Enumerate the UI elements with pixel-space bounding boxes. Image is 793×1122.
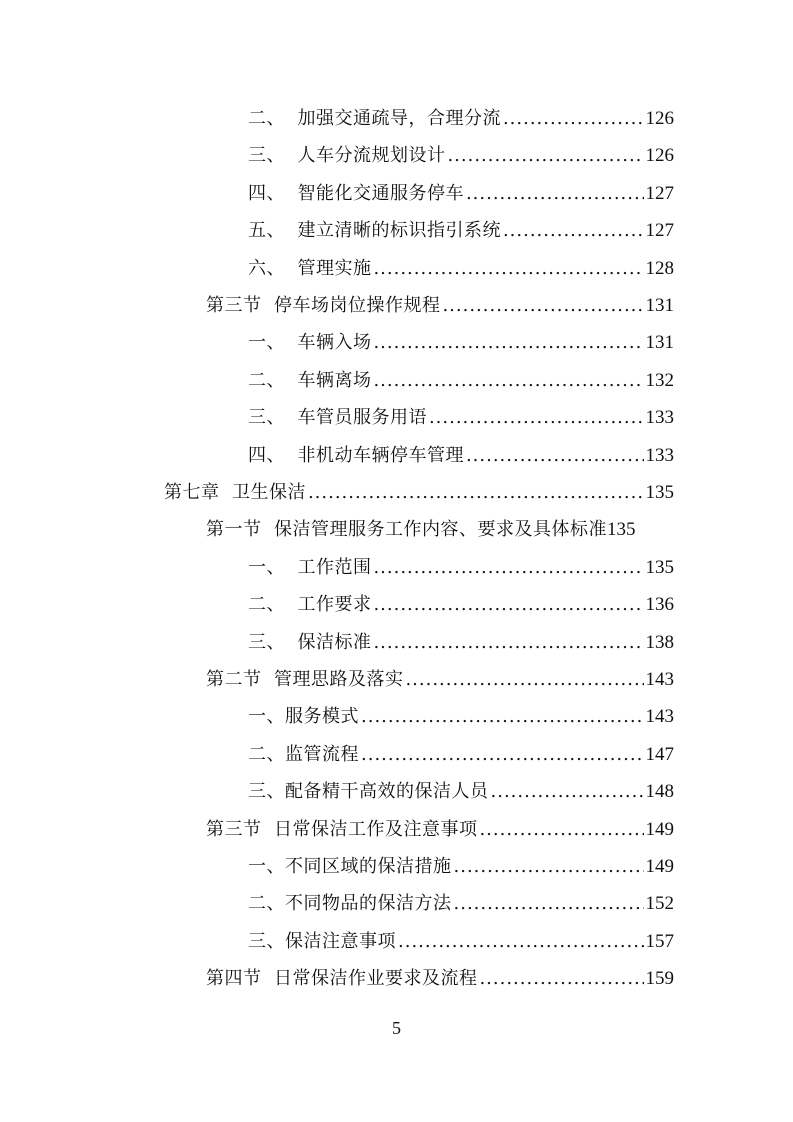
toc-entry [164, 478, 674, 508]
toc-entry [248, 216, 674, 246]
toc-entry [248, 852, 674, 882]
toc-entry-page: 157 [645, 930, 674, 952]
toc-entry-title: 第三节 日常保洁工作及注意事项 [206, 818, 478, 840]
toc-entry [248, 889, 674, 919]
toc-leader-dots [373, 328, 643, 358]
toc-entry-title: 二、 车辆离场 [248, 369, 372, 391]
toc-entry [248, 927, 674, 957]
toc-entry-page: 132 [645, 369, 674, 391]
toc-entry-page: 133 [645, 444, 674, 466]
toc-entry [248, 553, 674, 583]
toc-entry [248, 590, 674, 620]
toc-entry-title: 三、 人车分流规划设计 [248, 145, 446, 167]
toc-leader-dots [454, 889, 644, 919]
toc-entry-title: 一、服务模式 [248, 706, 359, 728]
toc-entry-title: 三、保洁注意事项 [248, 930, 396, 952]
toc-entry [248, 702, 674, 732]
toc-entry-title: 四、 智能化交通服务停车 [248, 182, 464, 204]
toc-entry-title: 二、不同物品的保洁方法 [248, 893, 452, 915]
toc-leader-dots [373, 553, 643, 583]
toc-leader-dots [373, 628, 643, 658]
toc-leader-dots [447, 141, 643, 171]
toc-entry [206, 815, 674, 845]
toc-entry [206, 665, 674, 695]
toc-leader-dots [466, 179, 644, 209]
toc-entry [248, 403, 674, 433]
toc-leader-dots [405, 665, 643, 695]
toc-entry-page: 147 [645, 743, 674, 765]
toc-leader-dots [361, 740, 644, 770]
toc-leader-dots [373, 366, 643, 396]
toc-entry-page: 128 [645, 257, 674, 279]
toc-leader-dots [466, 441, 644, 471]
toc-entry [248, 141, 674, 171]
toc-leader-dots [373, 590, 643, 620]
toc-leader-dots [308, 478, 644, 508]
toc-leader-dots [373, 254, 643, 284]
toc-entry-title: 一、不同区域的保洁措施 [248, 856, 452, 877]
toc-entry-title: 一、 工作范围 [248, 556, 372, 578]
toc-entry-title: 二、 加强交通疏导，合理分流 [248, 108, 501, 129]
toc-entry [206, 291, 674, 321]
toc-entry-page: 131 [645, 295, 674, 316]
toc-entry-page: 159 [645, 968, 674, 990]
toc-entry [206, 964, 674, 994]
toc-entry [248, 777, 674, 807]
toc-entry [248, 328, 674, 358]
toc-entry-page: 127 [645, 182, 674, 204]
toc-leader-dots [361, 702, 644, 732]
toc-entry-title: 三、 保洁标准 [248, 631, 372, 653]
toc-entry-title: 六、 管理实施 [248, 257, 372, 279]
toc-leader-dots [479, 964, 643, 994]
toc-leader-dots [479, 815, 643, 845]
toc-entry-title: 四、 非机动车辆停车管理 [248, 444, 464, 466]
toc-entry-title: 第一节 保洁管理服务工作内容、要求及具体标准 [206, 519, 607, 541]
toc-entry [248, 104, 674, 134]
toc-leader-dots [454, 852, 644, 882]
toc-entry-title: 三、配备精干高效的保洁人员 [248, 781, 489, 803]
toc-entry-page: 135 [645, 482, 674, 503]
toc-leader-dots [442, 291, 643, 321]
toc-entry-page: 149 [645, 818, 674, 840]
toc-entry-title: 第三节 停车场岗位操作规程 [206, 295, 441, 316]
toc-entry [248, 179, 674, 209]
toc-entry-page: 152 [645, 893, 674, 915]
toc-entry-title: 第四节 日常保洁作业要求及流程 [206, 968, 478, 990]
toc-leader-dots [503, 104, 644, 134]
toc-entry-title: 二、 工作要求 [248, 594, 372, 616]
toc-entry-page: 138 [645, 631, 674, 653]
toc-entry-page: 143 [645, 706, 674, 728]
toc-entry [206, 515, 674, 545]
toc-entry-page: 131 [645, 332, 674, 354]
toc-leader-dots [491, 777, 644, 807]
toc-entry [248, 740, 674, 770]
toc-entry-page: 126 [645, 108, 674, 129]
toc-entry-title: 二、监管流程 [248, 743, 359, 765]
toc-entry [248, 366, 674, 396]
toc-entry-page: 148 [645, 781, 674, 803]
toc-entry-page: 143 [645, 669, 674, 690]
toc-entry-page: 136 [645, 594, 674, 616]
toc-leader-dots [429, 403, 644, 433]
toc-entry-page: 135 [645, 556, 674, 578]
toc-entry-title: 第七章 卫生保洁 [164, 482, 306, 503]
toc-leader-dots [503, 216, 644, 246]
toc-entry-title: 五、 建立清晰的标识指引系统 [248, 220, 501, 242]
page-number: 5 [392, 1018, 401, 1038]
toc-entry-title: 一、 车辆入场 [248, 332, 372, 354]
toc-entry [248, 628, 674, 658]
toc-entry-page: 126 [645, 145, 674, 167]
toc-entry-title: 第二节 管理思路及落实 [206, 669, 404, 690]
toc-entry-title: 三、 车管员服务用语 [248, 407, 427, 429]
toc-entry [248, 254, 674, 284]
toc-entry-page: 149 [645, 856, 674, 877]
toc-entry-page: 135 [606, 519, 636, 541]
toc-leader-dots [398, 927, 644, 957]
toc-entry-page: 127 [645, 220, 674, 242]
toc-entry [248, 441, 674, 471]
toc-entry-page: 133 [645, 407, 674, 429]
